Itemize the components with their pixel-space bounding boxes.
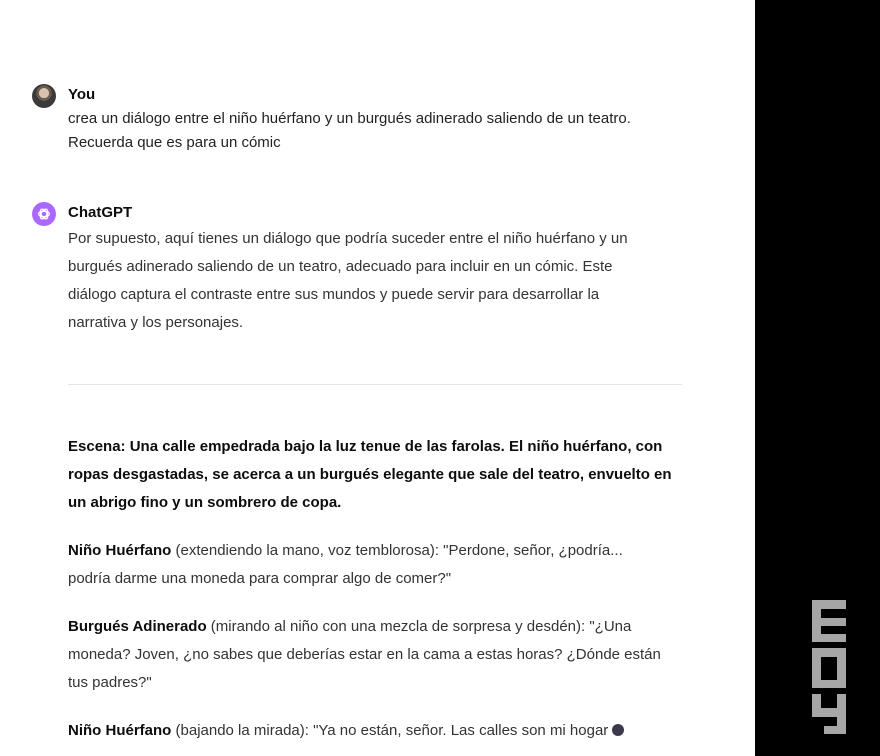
openai-logo-icon: [36, 206, 52, 222]
assistant-intro-line-4: narrativa y los personajes.: [68, 314, 244, 331]
dialogue-entry-2: [68, 613, 688, 697]
assistant-message: [32, 202, 692, 352]
assistant-intro-line-1: Por supuesto, aquí tienes un diálogo que podría suceder entre el niño huérfano y un: [68, 230, 628, 247]
dialogue-line: (bajando la mirada): "Ya no están, señor. Las calles son mi hogar: [171, 722, 609, 739]
assistant-author-name: ChatGPT: [68, 204, 133, 221]
dialogue-line: (mirando al niño con una mezcla de sorpresa y desdén): "¿Una: [206, 618, 632, 635]
scene-line-3: un abrigo fino y un sombrero de copa.: [68, 494, 342, 511]
assistant-avatar: [32, 202, 56, 226]
assistant-intro-line-3: diálogo captura el contraste entre sus mundos y puede servir para desarrollar la: [68, 286, 600, 303]
user-message-line-1: crea un diálogo entre el niño huérfano y un burgués adinerado saliendo de un teatro.: [68, 110, 631, 127]
dialogue-line: (extendiendo la mano, voz temblorosa): "Perdone, señor, ¿podría...: [171, 542, 623, 559]
typing-dot-icon: [612, 724, 624, 736]
user-message-line-2: Recuerda que es para un cómic: [68, 134, 281, 151]
scene-line-1: Escena: Una calle empedrada bajo la luz tenue de las farolas. El niño huérfano, con: [68, 438, 663, 455]
dialogue-line: moneda? Joven, ¿no sabes que deberías estar en la cama a estas horas? ¿Dónde están: [68, 646, 661, 663]
divider: [68, 384, 682, 385]
speaker-name: Burgués Adinerado: [68, 618, 207, 635]
dialogue-line: tus padres?": [68, 674, 152, 691]
scene-description: [68, 433, 688, 517]
scene-line-2: ropas desgastadas, se acerca a un burgués elegante que sale del teatro, envuelto en: [68, 466, 672, 483]
dialogue-entry-3: [68, 717, 688, 745]
user-avatar[interactable]: [32, 84, 56, 108]
dialogue-line: podría darme una moneda para comprar algo de comer?": [68, 570, 452, 587]
speaker-name: Niño Huérfano: [68, 722, 172, 739]
watermark-logo: [806, 596, 854, 740]
speaker-name: Niño Huérfano: [68, 542, 172, 559]
user-message: [32, 84, 692, 164]
assistant-intro-line-2: burgués adinerado saliendo de un teatro, adecuado para incluir en un cómic. Este: [68, 258, 613, 275]
user-author-name: You: [68, 86, 96, 103]
dialogue-entry-1: [68, 537, 688, 593]
